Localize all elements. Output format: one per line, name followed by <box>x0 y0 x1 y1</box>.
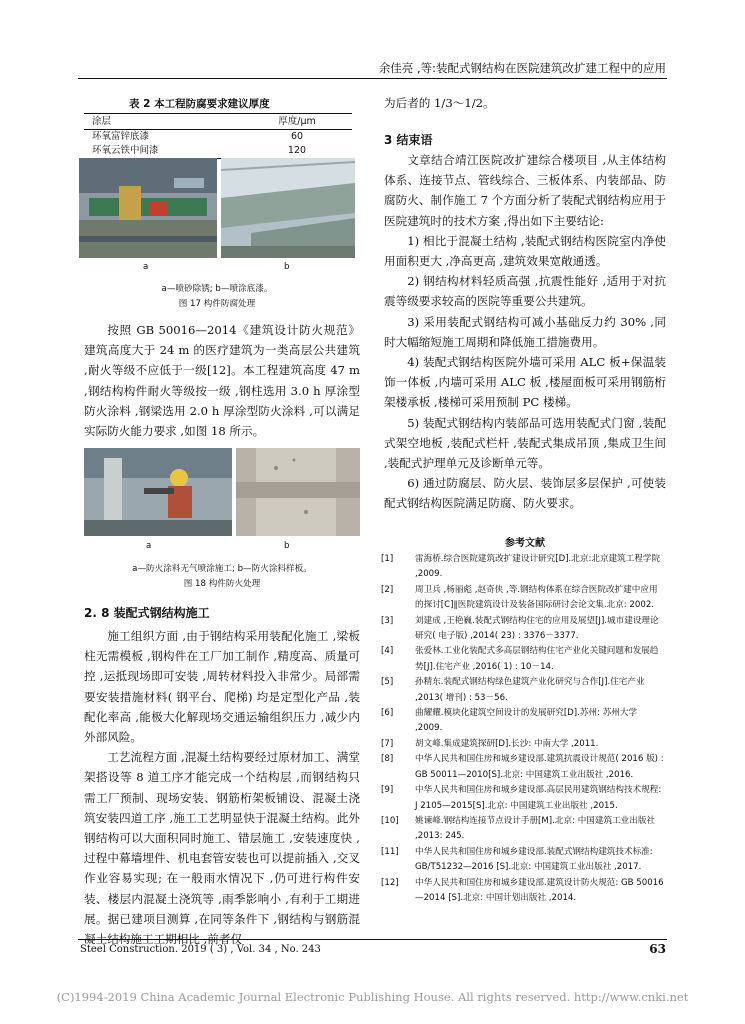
running-title: 余佳亮 ,等:装配式钢结构在医院建筑改扩建工程中的应用 <box>378 61 666 75</box>
reference-number: [9] <box>381 785 394 796</box>
reference-item <box>379 644 666 675</box>
reference-number: [4] <box>381 646 394 657</box>
reference-item <box>379 675 666 706</box>
paragraph: 文章结合靖江医院改扩建综合楼项目 ,从主体结构体系、连接节点、管线综合、三板体系、内装部品、防腐防火、制作施工 7 个方面分析了装配式钢结构应用于医院建筑时的技术方案 ,得出如下主要结论: <box>384 153 666 228</box>
paragraph: 为后者的 1/3～1/2。 <box>384 96 495 110</box>
table-header-row <box>84 115 352 130</box>
fig18-label-a: a <box>146 541 152 551</box>
section-3-heading: 3 结束语 <box>384 133 433 147</box>
page-number: 63 <box>649 942 666 956</box>
reference-item <box>379 737 666 752</box>
paragraph: 工艺流程方面 ,混凝土结构要经过原材加工、满堂架搭设等 8 道工序才能完成一个结构层 ,而钢结构只需工厂预制、现场安装、钢筋桁架板铺设、混凝土浇筑安装四道工序 ,施工工艺明显快于混凝土结构。此外钢结构可以大面积同时施工、错层施工 ,安装速度快 ,过程中幕墙埋件、机电套管安装也可以提前插入 ,交叉作业容易实现; 在一般雨水情况下 ,仍可进行构件安装、楼层内混凝土浇筑等 ,雨季影响小 ,有利于工期进展。据已建项目测算 ,在同等条件下 ,钢结构与钢筋混凝土结构施工工期相比 ,前者仅 <box>84 750 360 947</box>
paragraph: 施工组织方面 ,由于钢结构采用装配化施工 ,梁板柱无需模板 ,钢构件在工厂加工制作 ,精度高、质量可控 ,运抵现场即可安装 ,周转材料投入非常少。局部需要安装措施材料( 钢平台、爬梯) 均是定型化产品 ,装配化率高 ,能极大化解现场交通运输组织压力 ,减少内外部风险。 <box>84 629 360 745</box>
reference-number: [6] <box>381 708 394 719</box>
table2-caption: 表 2 本工程防腐要求建议厚度 <box>129 98 270 110</box>
reference-item <box>379 845 666 876</box>
reference-text: 张爱林.工业化装配式多高层钢结构住宅产业化关键问题和发展趋势[J].住宅产业 ,2016( 1) : 10－14. <box>415 646 659 672</box>
reference-number: [3] <box>381 615 394 626</box>
section-2-8-heading: 2. 8 装配式钢结构施工 <box>84 606 210 620</box>
conclusion-point: 6) 通过防腐层、防火层、装饰层多层保护 ,可使装配式钢结构医院满足防腐、防火要求。 <box>384 476 666 511</box>
table-cell: 60 <box>290 131 304 142</box>
header-rule <box>78 78 667 79</box>
reference-number: [7] <box>381 738 394 749</box>
reference-number: [10] <box>381 815 399 826</box>
fig18-label-b: b <box>284 541 290 551</box>
photo-fireproof-sample <box>236 448 360 536</box>
reference-item <box>379 783 666 814</box>
fig17-label-b: b <box>284 262 290 272</box>
reference-text: 周卫兵 ,杨丽彪 ,赵奇侠 ,等.钢结构体系在综合医院改扩建中应用的探讨[C]∥医院建筑设计及装备国际研讨会论文集.北京: 2002. <box>415 584 658 611</box>
table-cell: 环氧富锌底漆 <box>92 131 150 142</box>
reference-text: 曲耀耀.模块化建筑空间设计的发展研究[D].苏州: 苏州大学 ,2009. <box>415 708 638 734</box>
reference-text: 中华人民共和国住房和城乡建设部.高层民用建筑钢结构技术规程: J 2105—2015[S].北京: 中国建筑工业出版社 ,2015. <box>415 785 662 811</box>
fig18-subcaption: a—防火涂料无气喷涂施工; b—防火涂料样板。 <box>132 564 312 574</box>
conclusion-point: 3) 采用装配式钢结构可减小基础反力约 30% ,同时大幅缩短施工周期和降低施工措施费用。 <box>384 314 666 349</box>
reference-number: [1] <box>381 554 394 564</box>
reference-item <box>379 614 666 645</box>
fig18-caption: 图 18 构件防火处理 <box>183 579 261 589</box>
reference-text: 中华人民共和国住房和城乡建设部.建筑抗震设计规范( 2016 版) : GB 50011—2010[S].北京: 中国建筑工业出版社 ,2016. <box>415 754 664 780</box>
copyright-notice: (C)1994-2019 China Academic Journal Electronic Publishing House. All rights reserved. http://www.cnki.net <box>56 990 689 1004</box>
reference-text: 姚谏峰.钢结构连接节点设计手册[M].北京: 中国建筑工业出版社 ,2013: 245. <box>415 815 656 842</box>
table-top-rule <box>84 113 352 114</box>
reference-number: [5] <box>381 677 394 688</box>
continuation-line <box>384 93 666 113</box>
fig17-caption: 图 17 构件防腐处理 <box>178 299 256 309</box>
conclusion-point: 1) 相比于混凝土结构 ,装配式钢结构医院室内净使用面积更大 ,净高更高 ,建筑效果宽敞通透。 <box>384 233 666 269</box>
reference-text: 雷海桥.综合医院建筑改扩建设计研究[D].北京:北京建筑工程学院 ,2009. <box>415 554 661 580</box>
conclusion-point: 4) 装配式钢结构医院外墙可采用 ALC 板+保温装饰一体板 ,内墙可采用 ALC 板 ,楼屋面板可采用钢筋桁架楼承板 ,楼梯可采用预制 PC 楼梯。 <box>384 355 666 410</box>
references-heading: 参考文献 <box>505 538 545 549</box>
reference-number: [8] <box>381 754 394 765</box>
photo-sandblasting <box>79 158 217 258</box>
reference-list <box>379 552 666 906</box>
photo-fireproof-spraying <box>84 448 232 536</box>
reference-text: 孙精东.装配式钢结构绿色建筑产业化研究与合作[J].住宅产业 ,2013( 增刊) : 53－56. <box>415 677 645 703</box>
reference-text: 刘建成 ,王艳巍.装配式钢结构住宅的应用及展望[J].城市建设理论研究( 电子版) ,2014( 23) : 3376－3377. <box>415 615 659 642</box>
reference-number: [11] <box>381 846 399 857</box>
conclusion-body <box>384 150 666 514</box>
section-2-8-body <box>84 626 360 949</box>
reference-number: [2] <box>381 584 394 595</box>
table-cell: 120 <box>242 144 352 159</box>
photo-primer-spraying <box>221 158 355 258</box>
fire-protection-paragraph <box>84 320 360 441</box>
reference-item <box>379 583 666 614</box>
conclusion-point: 2) 钢结构材料轻质高强 ,抗震性能好 ,适用于对抗震等级要求较高的医院等重要公共建筑。 <box>384 274 666 309</box>
reference-number: [12] <box>381 877 399 888</box>
reference-item <box>379 814 666 845</box>
reference-item <box>379 552 666 583</box>
reference-item <box>379 752 666 783</box>
table-cell: 环氧云铁中间漆 <box>84 144 242 159</box>
table2 <box>84 115 352 159</box>
paragraph: 按照 GB 50016—2014《建筑设计防火规范》建筑高度大于 24 m 的医疗建筑为一类高层公共建筑 ,耐火等级不应低于一级[12]。本工程建筑高度 47 m ,钢结构构件耐火等级按一级 ,钢柱选用 3.0 h 厚涂型防火涂料 ,钢梁选用 2.0 h 厚涂型防火涂料 ,可以满足实际防火能力要求 ,如图 18 所示。 <box>84 323 360 439</box>
table-row <box>84 130 352 145</box>
reference-text: 胡文峰.集成建筑探研[D].长沙: 中南大学 ,2011. <box>415 738 599 749</box>
reference-item <box>379 706 666 737</box>
journal-info: Steel Construction. 2019 ( 3) , Vol. 34 , No. 243 <box>80 944 321 955</box>
reference-item <box>379 876 666 907</box>
conclusion-point: 5) 装配式钢结构内装部品可选用装配式门窗 ,装配式架空地板 ,装配式栏杆 ,装配式集成吊顶 ,集成卫生间 ,装配式护理单元及诊断单元等。 <box>384 415 666 471</box>
table-row <box>84 144 352 159</box>
reference-text: 中华人民共和国住房和城乡建设部.建筑设计防火规范: GB 50016—2014 [S].北京: 中国计划出版社 ,2014. <box>415 877 664 903</box>
fig17-label-a: a <box>143 262 149 272</box>
table-header-cell: 涂层 <box>84 115 242 130</box>
reference-text: 中华人民共和国住房和城乡建设部.装配式钢结构建筑技术标准: GB/T51232—2016 [S].北京: 中国建筑工业出版社 ,2017. <box>415 846 653 873</box>
fig17-subcaption: a—喷砂除锈; b—喷涂底漆。 <box>161 284 273 294</box>
footer-rule <box>78 939 667 940</box>
table-header-cell: 厚度/μm <box>242 115 352 130</box>
